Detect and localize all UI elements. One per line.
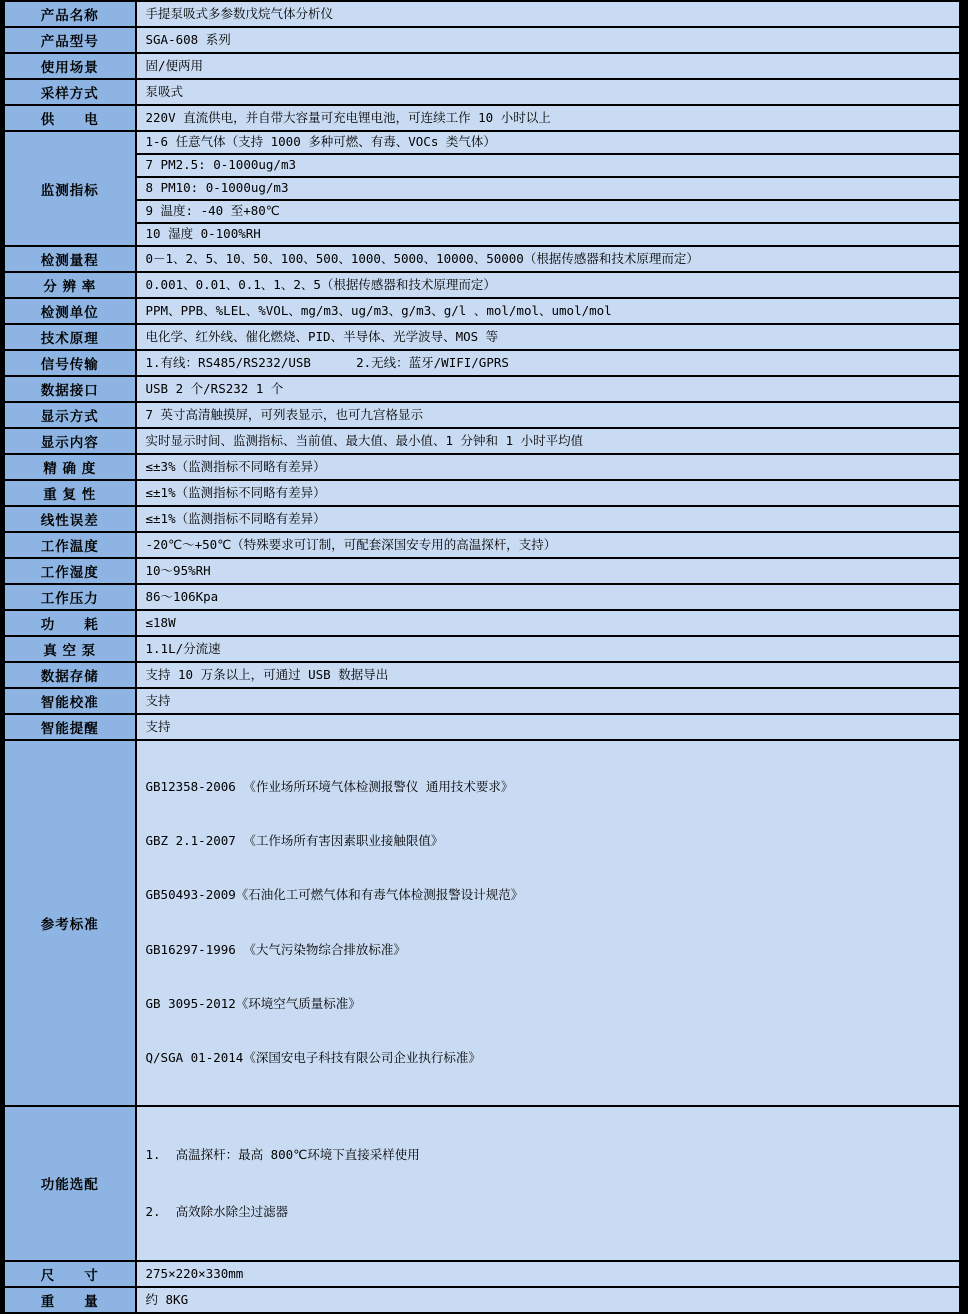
spec-value: USB 2 个/RS232 1 个 [136,376,964,402]
spec-row-display-content [3,428,964,454]
spec-value-indicator-1: 1-6 任意气体（支持 1000 多种可燃、有毒、VOCs 类气体） [136,131,964,154]
spec-label: 显示内容 [3,428,136,454]
spec-label: 分 辨 率 [3,272,136,298]
spec-value: 1.1L/分流速 [136,636,964,662]
spec-value: 1.有线：RS485/RS232/USB 2.无线：蓝牙/WIFI/GPRS [136,350,964,376]
spec-row-smart-calibration [3,688,964,714]
spec-value: 220V 直流供电，并自带大容量可充电锂电池，可连续工作 10 小时以上 [136,105,964,131]
spec-row-indicators [3,223,964,246]
spec-value: ≤±3%（监测指标不同略有差异） [136,454,964,480]
spec-row-linearity [3,506,964,532]
spec-label: 工作温度 [3,532,136,558]
spec-value: 275×220×330mm [136,1261,964,1287]
spec-label: 显示方式 [3,402,136,428]
spec-value: 0－1、2、5、10、50、100、500、1000、5000、10000、50000（根据传感器和技术原理而定） [136,246,964,272]
spec-label: 真 空 泵 [3,636,136,662]
spec-row-usage-scene [3,53,964,79]
spec-row-options [3,1106,964,1261]
spec-value: 固/便两用 [136,53,964,79]
spec-row-repeatability [3,480,964,506]
spec-value: 电化学、红外线、催化燃烧、PID、半导体、光学波导、MOS 等 [136,324,964,350]
spec-row-work-humidity [3,558,964,584]
spec-value-indicator-3: 8 PM10: 0-1000ug/m3 [136,177,964,200]
spec-label: 使用场景 [3,53,136,79]
standard-line: GB16297-1996 《大气污染物综合排放标准》 [145,941,406,957]
spec-label: 数据接口 [3,376,136,402]
spec-label: 监测指标 [3,131,136,246]
spec-value: 实时显示时间、监测指标、当前值、最大值、最小值、1 分钟和 1 小时平均值 [136,428,964,454]
spec-value: 支持 [136,688,964,714]
spec-label: 参考标准 [3,740,136,1106]
spec-value: ≤±1%（监测指标不同略有差异） [136,480,964,506]
spec-value: 手提泵吸式多参数戊烷气体分析仪 [136,1,964,27]
spec-row-display-mode [3,402,964,428]
standard-line: GB 3095-2012《环境空气质量标准》 [145,996,361,1012]
spec-row-standards [3,740,964,1106]
spec-row-sampling [3,79,964,105]
spec-label: 供 电 [3,105,136,131]
spec-row-vacuum-pump [3,636,964,662]
standard-line: Q/SGA 01-2014《深国安电子科技有限公司企业执行标准》 [145,1050,481,1066]
standard-line: GBZ 2.1-2007 《工作场所有害因素职业接触限值》 [145,833,444,849]
spec-label: 采样方式 [3,79,136,105]
spec-label: 产品名称 [3,1,136,27]
spec-row-range [3,246,964,272]
spec-value: ≤18W [136,610,964,636]
spec-row-dimensions [3,1261,964,1287]
spec-row-accuracy [3,454,964,480]
spec-row-work-temp [3,532,964,558]
spec-label: 重 量 [3,1287,136,1313]
spec-value-options [136,1106,964,1261]
spec-value: -20℃～+50℃（特殊要求可订制，可配套深国安专用的高温探杆，支持） [136,532,964,558]
spec-label: 技术原理 [3,324,136,350]
spec-value-indicator-5: 10 湿度 0-100%RH [136,223,964,246]
spec-row-indicators [3,200,964,223]
spec-label: 产品型号 [3,27,136,53]
spec-label: 线性误差 [3,506,136,532]
spec-label: 功能选配 [3,1106,136,1261]
spec-label: 智能提醒 [3,714,136,740]
spec-value-standards [136,740,964,1106]
spec-row-indicators [3,154,964,177]
spec-value: 支持 10 万条以上，可通过 USB 数据导出 [136,662,964,688]
spec-value-indicator-4: 9 温度: -40 至+80℃ [136,200,964,223]
spec-label: 检测单位 [3,298,136,324]
standard-line: GB12358-2006 《作业场所环境气体检测报警仪 通用技术要求》 [145,778,514,794]
spec-label: 信号传输 [3,350,136,376]
spec-value: 0.001、0.01、0.1、1、2、5（根据传感器和技术原理而定） [136,272,964,298]
spec-row-principle [3,324,964,350]
spec-value: 泵吸式 [136,79,964,105]
spec-label: 智能校准 [3,688,136,714]
spec-label: 检测量程 [3,246,136,272]
spec-value: ≤±1%（监测指标不同略有差异） [136,506,964,532]
spec-row-power-supply [3,105,964,131]
spec-row-data-interface [3,376,964,402]
spec-row-model [3,27,964,53]
spec-row-resolution [3,272,964,298]
spec-row-signal [3,350,964,376]
spec-row-indicators [3,131,964,154]
spec-row-work-pressure [3,584,964,610]
spec-value: 10～95%RH [136,558,964,584]
spec-value: PPM、PPB、%LEL、%VOL、mg/m3、ug/m3、g/m3、g/l 、mol/mol、umol/mol [136,298,964,324]
spec-label: 功 耗 [3,610,136,636]
standard-line: GB50493-2009《石油化工可燃气体和有毒气体检测报警设计规范》 [145,887,524,903]
spec-label: 工作压力 [3,584,136,610]
spec-row-power-consumption [3,610,964,636]
spec-label: 精 确 度 [3,454,136,480]
option-line: 1. 高温探杆：最高 800℃环境下直接采样使用 [145,1146,420,1162]
spec-row-indicators [3,177,964,200]
spec-value: 7 英寸高清触摸屏，可列表显示，也可九宫格显示 [136,402,964,428]
spec-label: 工作湿度 [3,558,136,584]
spec-row-smart-reminder [3,714,964,740]
spec-row-units [3,298,964,324]
spec-value-indicator-2: 7 PM2.5: 0-1000ug/m3 [136,154,964,177]
spec-value: 约 8KG [136,1287,964,1313]
spec-value: 支持 [136,714,964,740]
spec-row-weight [3,1287,964,1313]
spec-row-data-storage [3,662,964,688]
option-line: 2. 高效除水除尘过滤器 [145,1204,289,1220]
spec-label: 尺 寸 [3,1261,136,1287]
spec-label: 数据存储 [3,662,136,688]
spec-row-product-name [3,1,964,27]
spec-label: 重 复 性 [3,480,136,506]
spec-value: 86～106Kpa [136,584,964,610]
spec-value: SGA-608 系列 [136,27,964,53]
